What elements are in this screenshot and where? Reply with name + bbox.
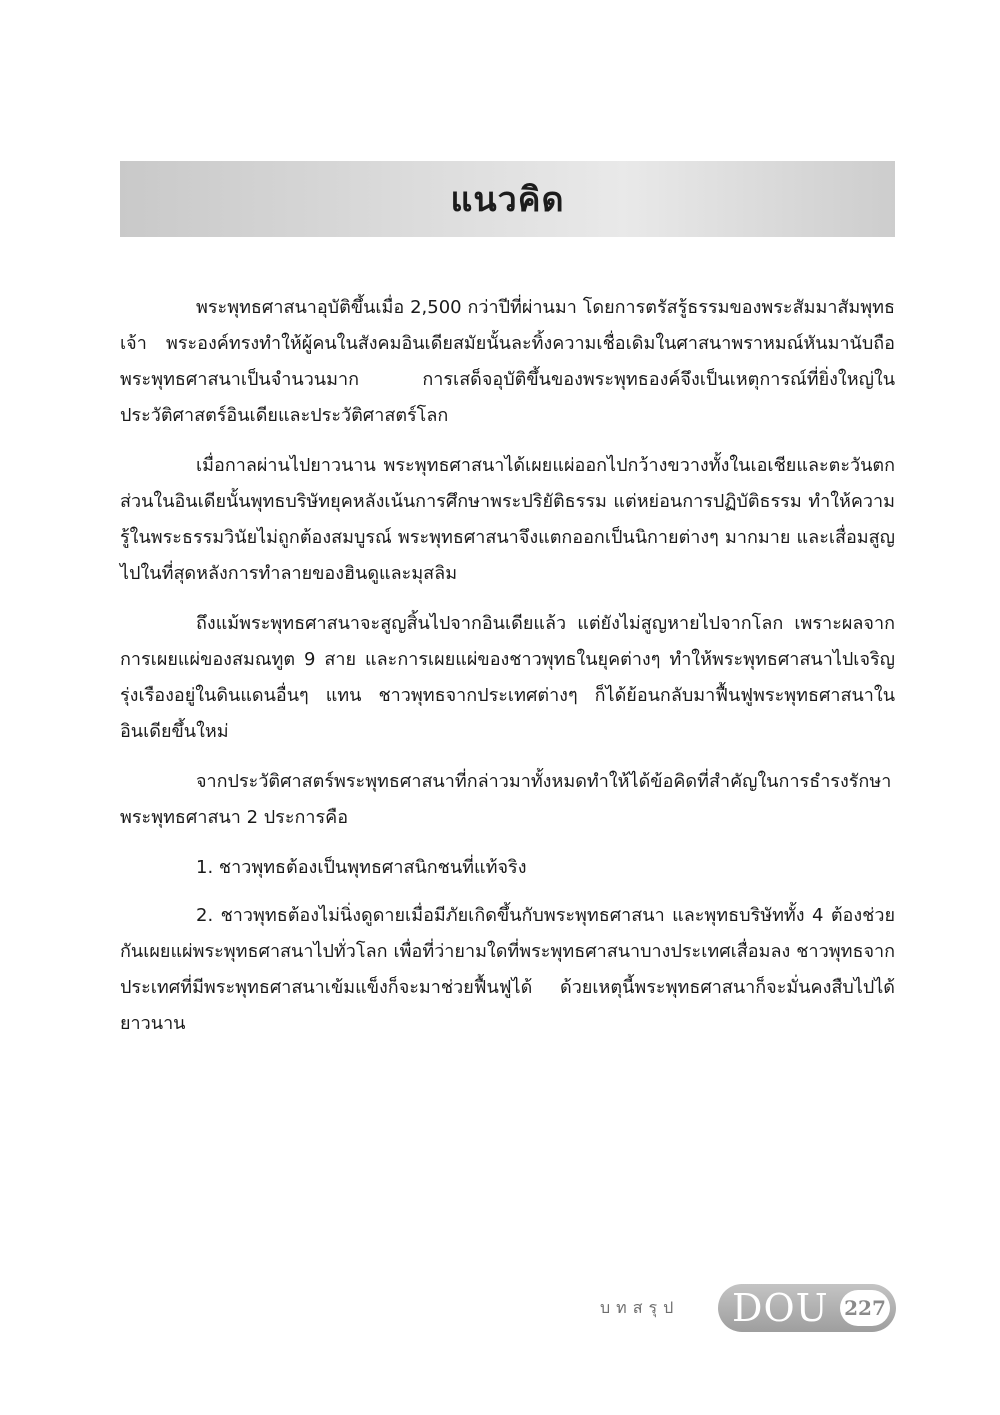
paragraph-4: จากประวัติศาสตร์พระพุทธศาสนาที่กล่าวมาทั้งหมดทำให้ได้ข้อคิดที่สำคัญในการธำรงรักษาพระพุทธศาสนา 2 ประการคือ	[120, 771, 892, 828]
dou-logo: DOU	[732, 1286, 829, 1330]
page-number: 227	[844, 1296, 886, 1320]
paragraph-2: เมื่อกาลผ่านไปยาวนาน พระพุทธศาสนาได้เผยแผ่ออกไปกว้างขวางทั้งในเอเชียและตะวันตก ส่วนในอินเดียนั้นพุทธบริษัทยุคหลังเน้นการศึกษาพระปริยัติธรรม แต่หย่อนการปฏิบัติธรรม ทำให้ความรู้ในพระธรรมวินัยไม่ถูกต้องสมบูรณ์ พระพุทธศาสนาจึงแตกออกเป็นนิกายต่างๆ มากมาย และเสื่อมสูญไปในที่สุดหลังการทำลายของฮินดูและมุสลิม	[120, 455, 895, 584]
paragraph-1: พระพุทธศาสนาอุบัติขึ้นเมื่อ 2,500 กว่าปีที่ผ่านมา โดยการตรัสรู้ธรรมของพระสัมมาสัมพุทธเจ้า พระองค์ทรงทำให้ผู้คนในสังคมอินเดียสมัยนั้นละทิ้งความเชื่อเดิมในศาสนาพราหมณ์หันมานับถือพระพุทธศาสนาเป็นจำนวนมาก การเสด็จอุบัติขึ้นของพระพุทธองค์จึงเป็นเหตุการณ์ที่ยิ่งใหญ่ในประวัติศาสตร์อินเดียและประวัติศาสตร์โลก	[120, 297, 895, 426]
section-label: บทสรุป	[600, 1298, 680, 1317]
body-content	[120, 290, 895, 1054]
point-1: 1. ชาวพุทธต้องเป็นพุทธศาสนิกชนที่แท้จริง	[196, 857, 527, 878]
paragraph-3: ถึงแม้พระพุทธศาสนาจะสูญสิ้นไปจากอินเดียแล้ว แต่ยังไม่สูญหายไปจากโลก เพราะผลจากการเผยแผ่ของสมณทูต 9 สาย และการเผยแผ่ของชาวพุทธในยุคต่างๆ ทำให้พระพุทธศาสนาไปเจริญรุ่งเรืองอยู่ในดินแดนอื่นๆ แทน ชาวพุทธจากประเทศต่างๆ ก็ได้ย้อนกลับมาฟื้นฟูพระพุทธศาสนาในอินเดียขึ้นใหม่	[120, 613, 895, 742]
title-band	[120, 161, 895, 237]
point-2: 2. ชาวพุทธต้องไม่นิ่งดูดายเมื่อมีภัยเกิดขึ้นกับพระพุทธศาสนา และพุทธบริษัททั้ง 4 ต้องช่วยกันเผยแผ่พระพุทธศาสนาไปทั่วโลก เพื่อที่ว่ายามใดที่พระพุทธศาสนาบางประเทศเสื่อมลง ชาวพุทธจากประเทศที่มีพระพุทธศาสนาเข้มแข็งก็จะมาช่วยฟื้นฟูได้ ด้วยเหตุนี้พระพุทธศาสนาก็จะมั่นคงสืบไปได้ยาวนาน	[120, 905, 895, 1034]
page-number-badge	[840, 1290, 890, 1326]
page-title: แนวคิด	[450, 180, 565, 220]
dou-badge	[718, 1284, 896, 1332]
page-footer	[600, 1284, 896, 1332]
